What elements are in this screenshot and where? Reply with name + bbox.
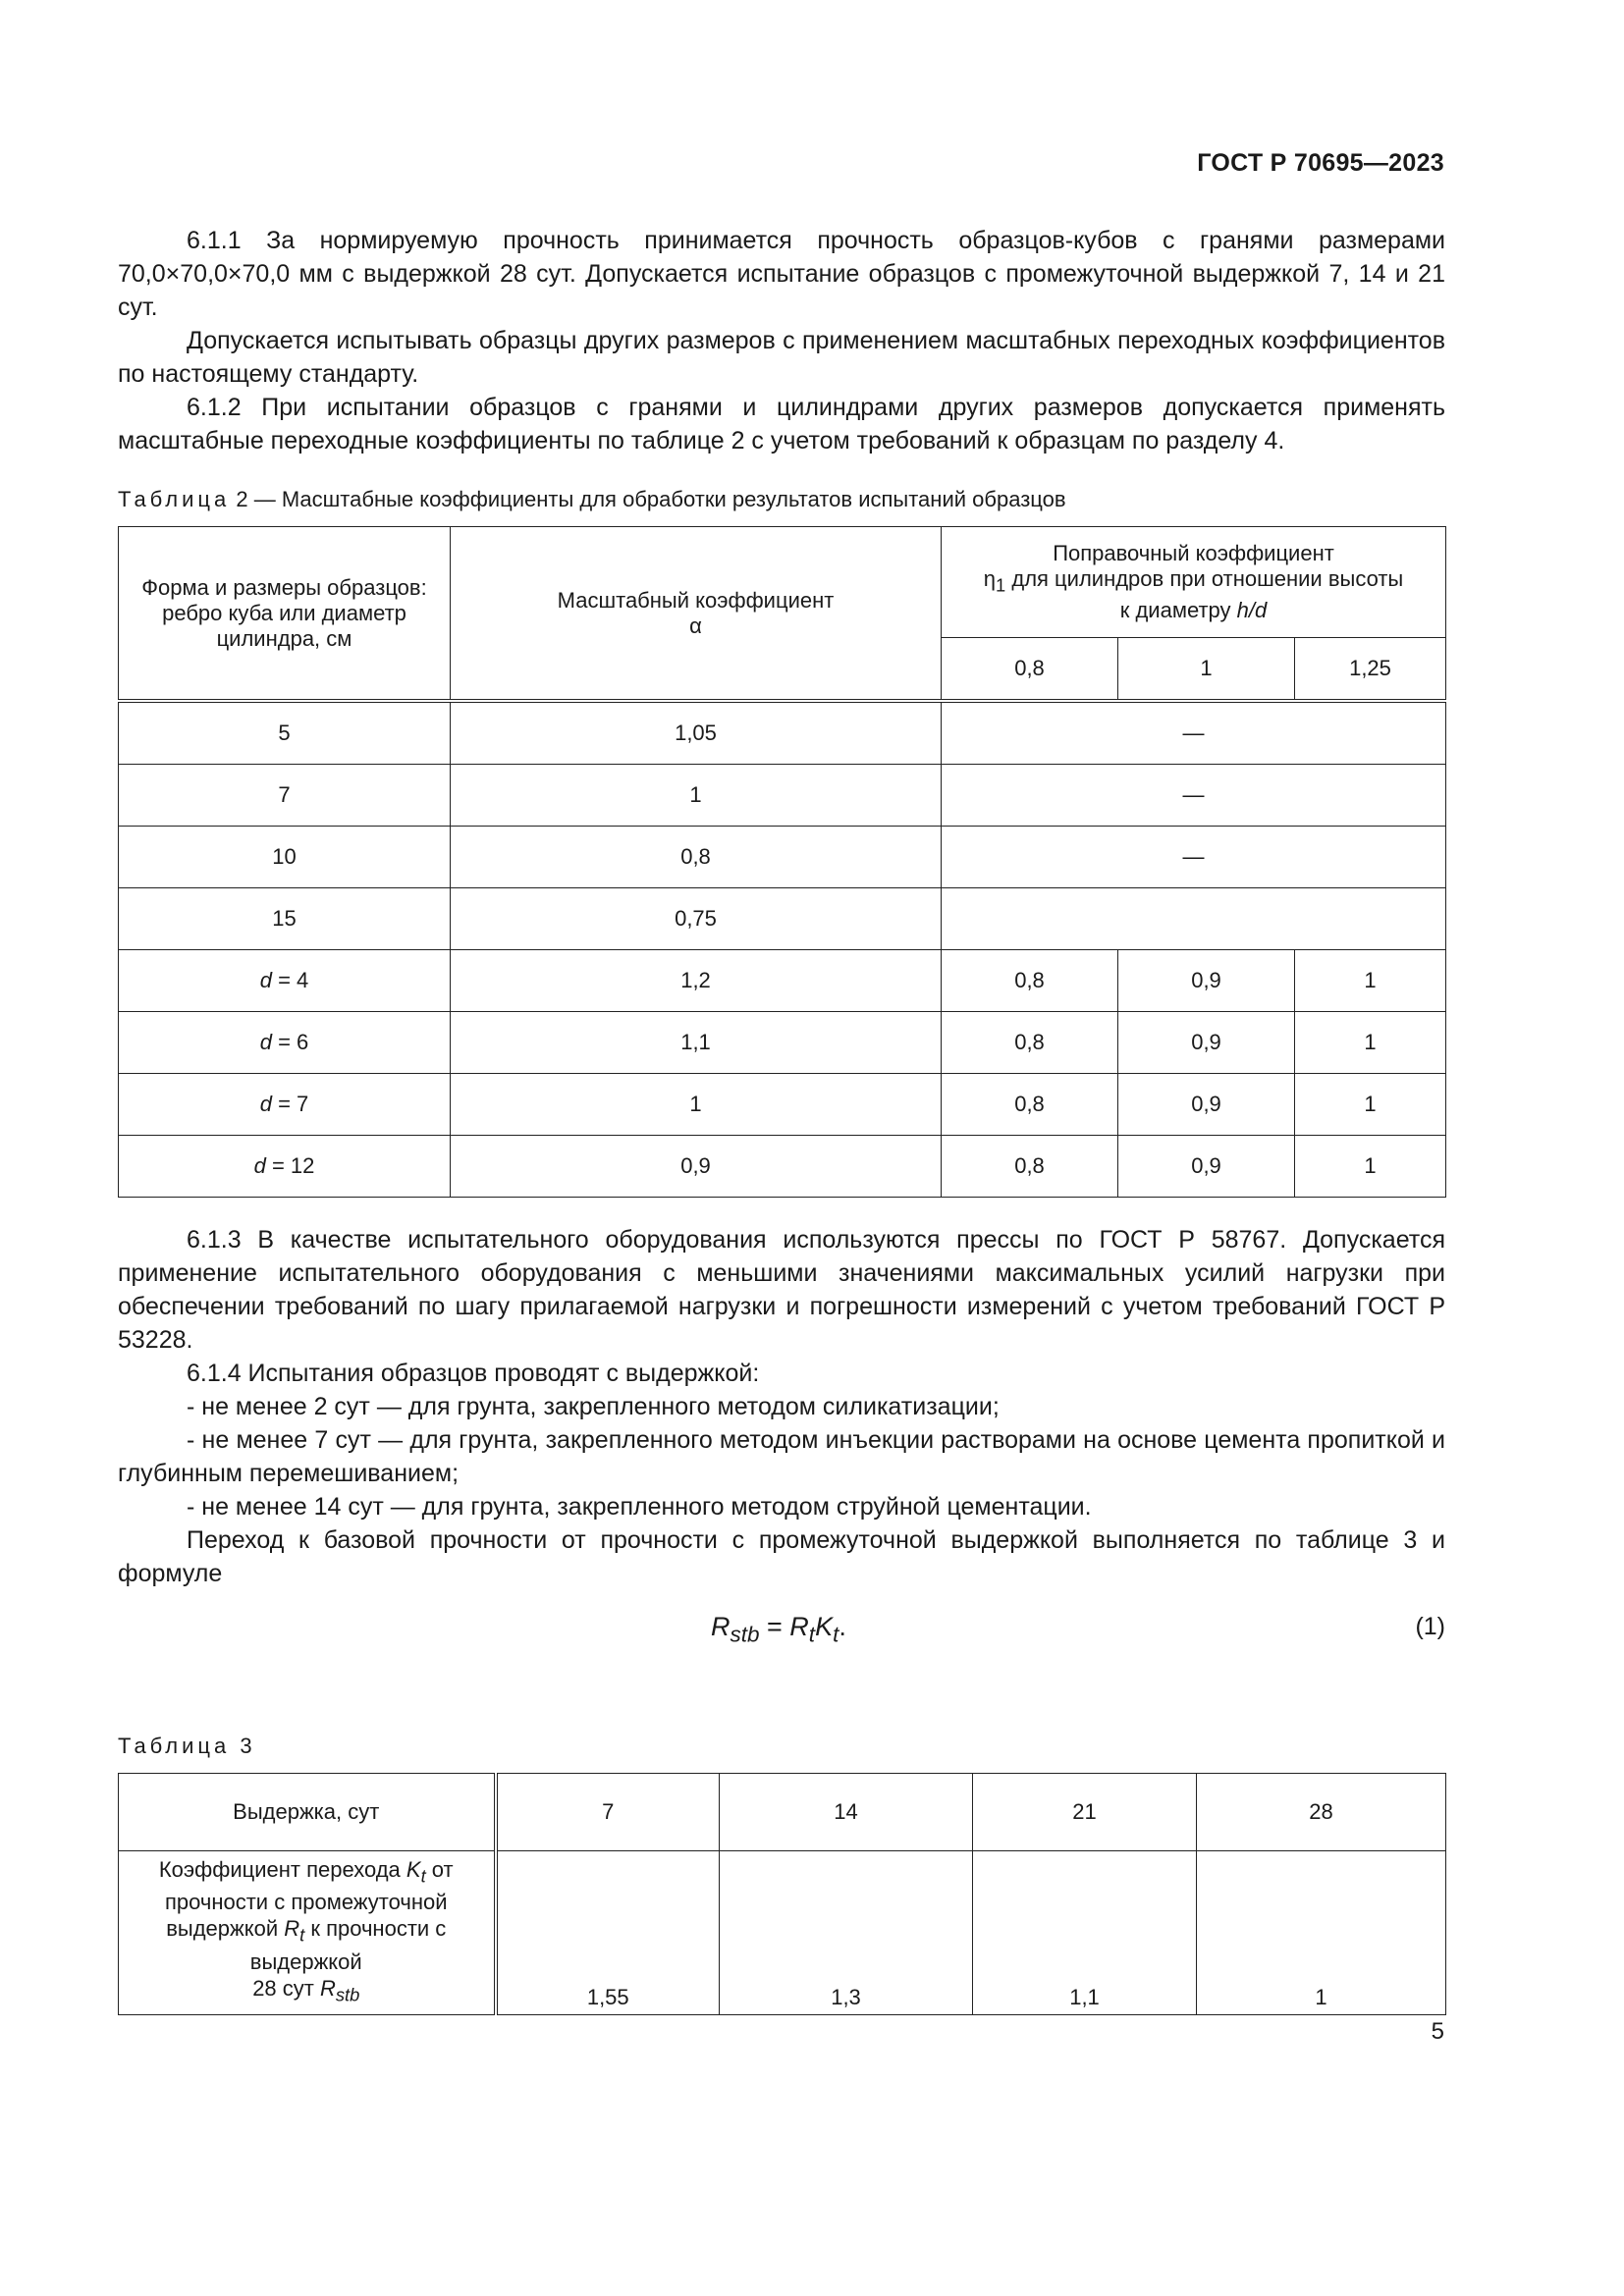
table-row <box>119 765 1446 827</box>
formula-r-t-sub: t <box>808 1622 816 1647</box>
page-content <box>118 224 1445 2015</box>
paragraph-6-1-2: 6.1.2 При испытании образцов с гранями и цилиндрами других размеров допускается применять масштабные переходные коэффициенты по таблице 2 с учетом требований к образцам по разделу 4. <box>118 394 1445 454</box>
t2-eta-1: 0,8 <box>942 950 1118 1012</box>
t2-size: 15 <box>119 888 451 950</box>
t3-curing-value: 28 <box>1197 1774 1446 1851</box>
list-item: - не менее 7 сут — для грунта, закрепленного методом инъекции растворами на основе цемента пропиткой и глубинным перемешиванием; <box>118 1426 1445 1487</box>
t3-label-part: к прочности с выдержкой <box>249 1916 447 1974</box>
paragraph-6-1-3: 6.1.3 В качестве испытательного оборудования используются прессы по ГОСТ Р 58767. Допускается применение испытательного оборудования с меньшими значениями максимальных усилий нагрузки при обеспечении требований по шагу прилагаемой нагрузки и погрешности измерений с учетом требований ГОСТ Р 53228. <box>118 1226 1445 1354</box>
t2-eta-2: 0,9 <box>1118 1074 1295 1136</box>
t3-k-sub: t <box>420 1865 426 1887</box>
t2-size: 10 <box>119 827 451 888</box>
t3-label-part: 28 сут <box>252 1975 320 2001</box>
t2-d-value: = 4 <box>271 968 309 992</box>
t3-rstb-sub: stb <box>335 1984 360 2005</box>
t2-eta-2: 0,9 <box>1118 1136 1295 1198</box>
formula-r-stb: R <box>711 1612 731 1641</box>
t3-coef-value: 1 <box>1197 1851 1446 2015</box>
t2-d-value: = 12 <box>265 1153 315 1178</box>
formula-k-t-sub: t <box>833 1622 839 1647</box>
t2-eta-3: 1 <box>1295 1074 1446 1136</box>
table2-caption <box>118 483 1445 516</box>
table2-title: 2 — Масштабные коэффициенты для обработки результатов испытаний образцов <box>236 487 1066 511</box>
t2-subheader: 1 <box>1118 638 1295 702</box>
t3-row2-label <box>119 1851 496 2015</box>
t2-header-eta-sub: 1 <box>996 574 1006 596</box>
t2-d-var: d <box>259 968 272 992</box>
t2-d-var: d <box>259 1092 272 1116</box>
t2-header-eta-symbol: η <box>983 565 997 591</box>
formula-equals: = <box>759 1612 790 1641</box>
table-curing-coefficients <box>118 1773 1446 2015</box>
paragraph-transition: Переход к базовой прочности от прочности с промежуточной выдержкой выполняется по таблице 3 и формуле <box>118 1526 1445 1587</box>
t3-coef-value: 1,3 <box>720 1851 973 2015</box>
t3-row1-label: Выдержка, сут <box>119 1774 496 1851</box>
t3-k-var: K <box>406 1856 421 1882</box>
t2-alpha: 1 <box>451 1074 942 1136</box>
t2-header-eta <box>942 527 1446 638</box>
formula-r-stb-sub: stb <box>730 1622 760 1647</box>
t3-curing-value: 14 <box>720 1774 973 1851</box>
t2-alpha: 1,1 <box>451 1012 942 1074</box>
t2-eta-2: 0,9 <box>1118 1012 1295 1074</box>
t3-coef-value: 1,1 <box>973 1851 1197 2015</box>
table-row <box>119 1136 1446 1198</box>
table-row <box>119 1851 1446 2015</box>
paragraph-other-sizes: Допускается испытывать образцы других размеров с применением масштабных переходных коэффициентов по настоящему стандарту. <box>118 327 1445 388</box>
table-row <box>119 950 1446 1012</box>
t3-curing-value: 21 <box>973 1774 1197 1851</box>
t3-r-var: R <box>284 1916 300 1942</box>
table-row <box>119 1012 1446 1074</box>
t2-d-value: = 6 <box>271 1030 309 1054</box>
formula-k-t: K <box>815 1612 834 1641</box>
t3-rstb-var: R <box>319 1975 336 2001</box>
t2-size <box>119 1012 451 1074</box>
t3-curing-value: 7 <box>496 1774 720 1851</box>
t2-eta-1: 0,8 <box>942 1074 1118 1136</box>
table-row <box>119 701 1446 765</box>
page-number: 5 <box>1431 2018 1444 2045</box>
t2-d-var: d <box>253 1153 266 1178</box>
t2-subheader: 0,8 <box>942 638 1118 702</box>
t2-size <box>119 1136 451 1198</box>
t2-eta-3: 1 <box>1295 1136 1446 1198</box>
t2-alpha: 1 <box>451 765 942 827</box>
t2-eta: — <box>942 765 1446 827</box>
formula-r-t: R <box>789 1612 809 1641</box>
formula-period: . <box>839 1612 846 1641</box>
t2-header-alpha-label: Масштабный коэффициент <box>557 587 835 613</box>
t2-size: 5 <box>119 701 451 765</box>
t2-eta-1: 0,8 <box>942 1012 1118 1074</box>
t2-eta-1: 0,8 <box>942 1136 1118 1198</box>
t2-header-eta-ratio-prefix: к диаметру <box>1119 598 1231 623</box>
table-row <box>119 1074 1446 1136</box>
t3-coef-value: 1,55 <box>496 1851 720 2015</box>
t2-subheader: 1,25 <box>1295 638 1446 702</box>
table-scale-coefficients <box>118 526 1446 1198</box>
t2-eta-3: 1 <box>1295 950 1446 1012</box>
t2-header-alpha-symbol: α <box>689 613 702 638</box>
paragraph-6-1-1: 6.1.1 За нормируемую прочность принимается прочность образцов-кубов с гранями размерами 70,0×70,0×70,0 мм с выдержкой 28 сут. Допускается испытание образцов с промежуточной выдержкой 7, 14 и 21 сут. <box>118 227 1445 321</box>
formula-1 <box>118 1604 1445 1653</box>
t2-size <box>119 950 451 1012</box>
t2-d-value: = 7 <box>271 1092 309 1116</box>
t2-eta <box>942 888 1446 950</box>
table2-label: Таблица <box>118 487 231 511</box>
formula-expression <box>711 1610 846 1651</box>
t2-d-var: d <box>259 1030 272 1054</box>
t2-eta: — <box>942 827 1446 888</box>
t2-alpha: 0,9 <box>451 1136 942 1198</box>
t2-eta-3: 1 <box>1295 1012 1446 1074</box>
t3-r-sub: t <box>299 1924 305 1946</box>
table3-caption: Таблица 3 <box>118 1734 256 1758</box>
t2-size <box>119 1074 451 1136</box>
t2-header-eta-desc: для цилиндров при отношении высоты <box>1011 565 1404 591</box>
t3-label-part: от прочности с промежуточной выдержкой <box>164 1856 454 1942</box>
table-row <box>119 827 1446 888</box>
t2-alpha: 0,75 <box>451 888 942 950</box>
t2-header-eta-title: Поправочный коэффициент <box>1053 540 1334 565</box>
list-item: - не менее 2 сут — для грунта, закрепленного методом силикатизации; <box>187 1393 1000 1420</box>
table-row <box>119 1774 1446 1851</box>
t2-eta: — <box>942 701 1446 765</box>
t2-alpha: 0,8 <box>451 827 942 888</box>
document-code: ГОСТ Р 70695—2023 <box>1197 149 1444 177</box>
t2-eta-2: 0,9 <box>1118 950 1295 1012</box>
t2-alpha: 1,05 <box>451 701 942 765</box>
t2-size: 7 <box>119 765 451 827</box>
t2-alpha: 1,2 <box>451 950 942 1012</box>
t3-label-part: Коэффициент перехода <box>158 1856 406 1882</box>
formula-number: (1) <box>1415 1613 1445 1640</box>
t2-header-eta-ratio-var: h/d <box>1236 598 1268 623</box>
t2-header-alpha <box>451 527 942 702</box>
table-row <box>119 888 1446 950</box>
paragraph-6-1-4: 6.1.4 Испытания образцов проводят с выдержкой: <box>187 1360 760 1387</box>
list-item: - не менее 14 сут — для грунта, закрепленного методом струйной цементации. <box>187 1493 1092 1521</box>
t2-header-shape: Форма и размеры образцов: ребро куба или диаметр цилиндра, см <box>119 527 451 702</box>
